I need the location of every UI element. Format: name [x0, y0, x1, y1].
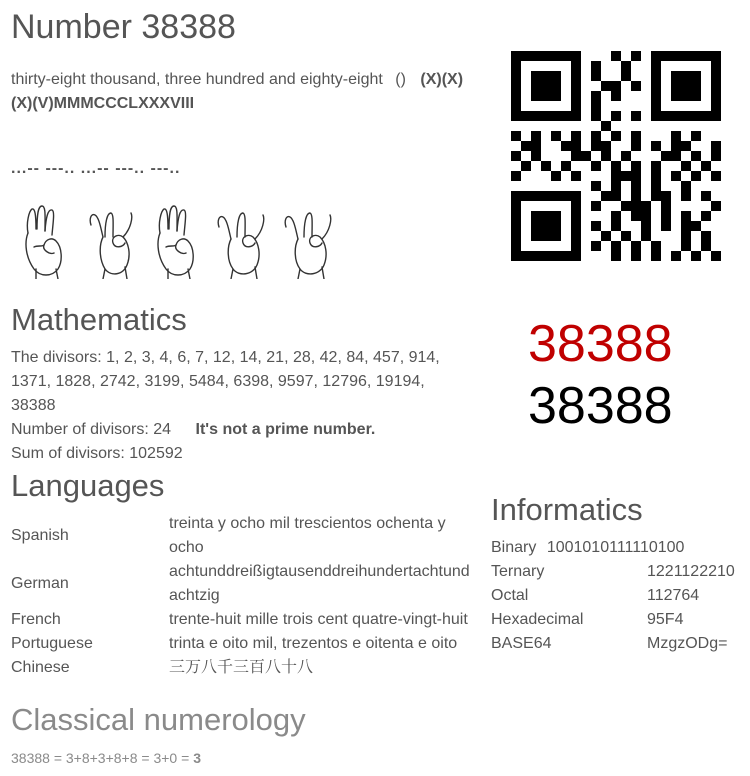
binary-label: Binary	[491, 539, 537, 556]
divisors-list: 1, 2, 3, 4, 6, 7, 12, 14, 21, 28, 42, 84, 457, 914, 1371, 1828, 2742, 3199, 5484, 6398, 9597, 12796, 19194, 38388	[11, 349, 440, 414]
informatics-value: MzgzODg=	[647, 635, 728, 652]
page-title: Number 38388	[11, 8, 236, 46]
num-divisors: Number of divisors: 24	[11, 421, 172, 438]
informatics-label: Hexadecimal	[491, 611, 584, 628]
mathematics-heading: Mathematics	[11, 302, 187, 337]
binary-value: 1001010111110100	[546, 539, 685, 556]
informatics-row	[491, 632, 735, 656]
language-name: German	[11, 575, 69, 592]
parens-text: ()	[395, 71, 406, 88]
numerology-result: 3	[193, 750, 201, 766]
languages-table	[11, 512, 476, 680]
informatics-table	[491, 560, 735, 656]
informatics-row	[491, 560, 735, 584]
hand-signs	[20, 203, 335, 279]
informatics-value: 112764	[647, 587, 700, 604]
language-row	[11, 560, 476, 608]
number-words-line	[11, 68, 481, 116]
language-name: Chinese	[11, 659, 70, 676]
language-text: 三万八千三百八十八	[169, 659, 314, 676]
big-number-black: 38388	[528, 377, 673, 435]
binary-line	[491, 536, 684, 560]
language-name: Portuguese	[11, 635, 93, 652]
informatics-label: BASE64	[491, 635, 552, 652]
roman-numeral: (X)(X)(X)(V)MMMCCCLXXXVIII	[11, 71, 464, 112]
divisors-label: The divisors:	[11, 349, 102, 366]
divisors-text	[11, 346, 461, 418]
numerology-line	[11, 750, 201, 766]
languages-heading: Languages	[11, 468, 165, 503]
language-row	[11, 608, 476, 632]
num-divisors-line	[11, 418, 375, 442]
hand-3-icon	[20, 203, 75, 279]
informatics-value: 1221122210	[647, 563, 735, 580]
language-row	[11, 656, 476, 680]
language-name: French	[11, 611, 61, 628]
prime-note: It's not a prime number.	[195, 421, 376, 438]
language-text: trinta e oito mil, trezentos e oitenta e oito	[169, 635, 458, 652]
hand-8-icon	[280, 203, 335, 279]
numerology-heading: Classical numerology	[11, 702, 306, 737]
informatics-row	[491, 584, 735, 608]
big-number-red: 38388	[528, 315, 673, 373]
language-text: trente-huit mille trois cent quatre-vingt-huit	[169, 611, 468, 628]
number-words: thirty-eight thousand, three hundred and eighty-eight	[11, 71, 383, 88]
informatics-label: Octal	[491, 587, 529, 604]
language-text: treinta y ocho mil trescientos ochenta y ocho	[169, 515, 446, 556]
numerology-formula: 38388 = 3+8+3+8+8 = 3+0 =	[11, 750, 190, 766]
language-row	[11, 632, 476, 656]
language-row	[11, 512, 476, 560]
informatics-value: 95F4	[647, 611, 684, 628]
morse-code: ...-- ---.. ...-- ---.. ---..	[11, 160, 181, 177]
hand-3-icon	[150, 203, 205, 279]
hand-8-icon	[85, 203, 140, 279]
informatics-heading: Informatics	[491, 492, 643, 527]
language-name: Spanish	[11, 527, 69, 544]
informatics-label: Ternary	[491, 563, 545, 580]
qr-code	[511, 51, 721, 261]
hand-8-icon	[215, 203, 270, 279]
informatics-row	[491, 608, 735, 632]
language-text: achtunddreißigtausenddreihundertachtund achtzig	[169, 563, 470, 604]
sum-divisors: Sum of divisors: 102592	[11, 445, 183, 462]
